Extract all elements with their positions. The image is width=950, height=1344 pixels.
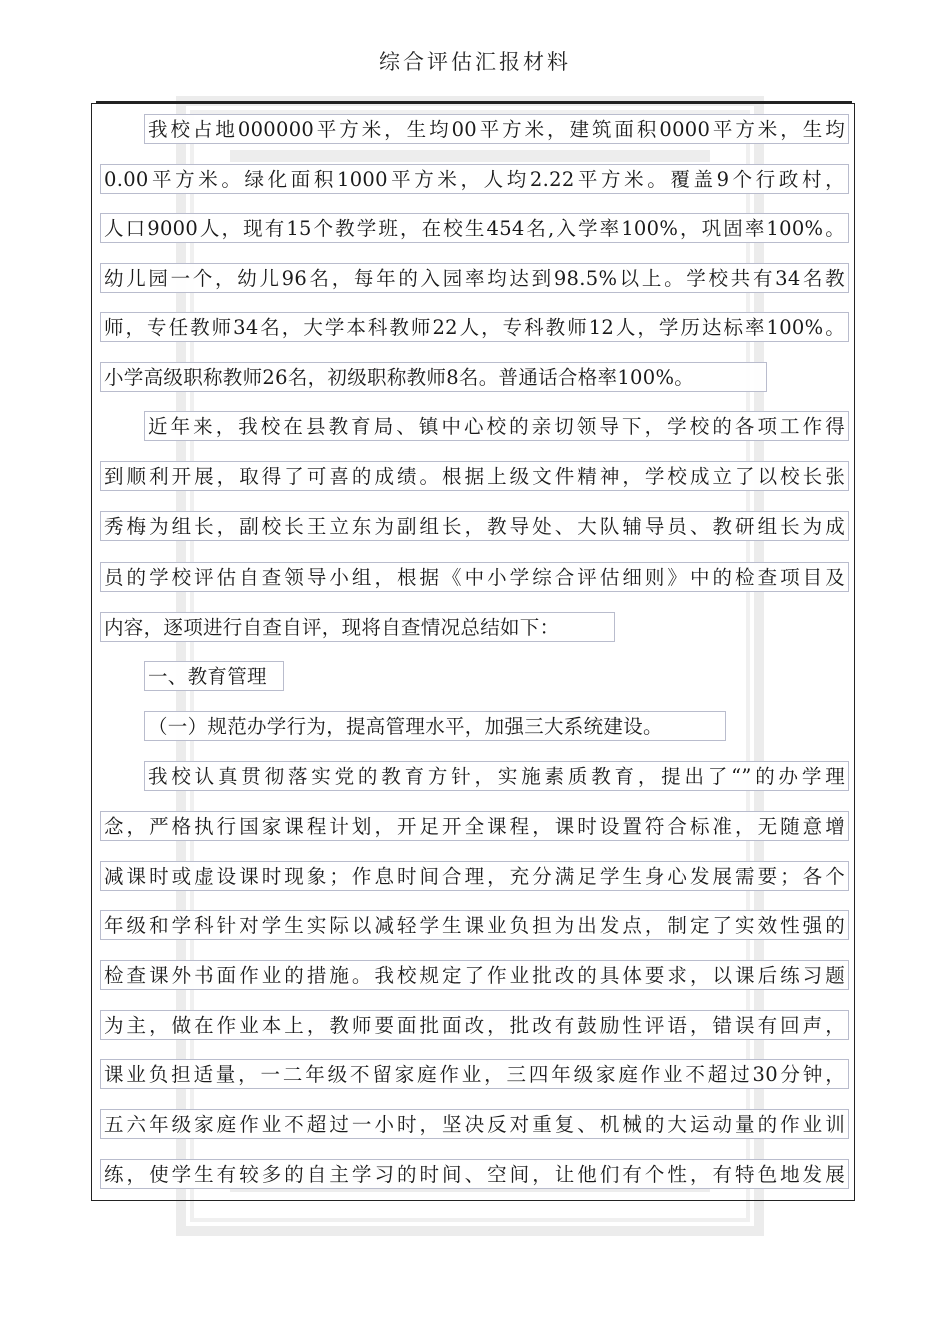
text-line: 师，专任教师34名，大学本科教师22人，专科教师12人，学历达标率100%。 [100,312,849,342]
frame-top-rule [96,101,852,103]
text-line: 员的学校评估自查领导小组，根据《中小学综合评估细则》中的检查项目及 [100,562,849,592]
text-line: 检查课外书面作业的措施。我校规定了作业批改的具体要求，以课后练习题 [100,960,849,990]
text-line: 五六年级家庭作业不超过一小时，坚决反对重复、机械的大运动量的作业训 [100,1109,849,1139]
text-line: 我校认真贯彻落实党的教育方针，实施素质教育，提出了“”的办学理 [144,761,849,791]
text-line: 到顺利开展，取得了可喜的成绩。根据上级文件精神，学校成立了以校长张 [100,461,849,491]
subsection-heading: （一）规范办学行为，提高管理水平，加强三大系统建设。 [144,711,726,741]
text-line: 近年来，我校在县教育局、镇中心校的亲切领导下，学校的各项工作得 [144,411,849,441]
header-title: 综合评估汇报材料 [379,50,571,74]
text-line: 练，使学生有较多的自主学习的时间、空间，让他们有个性，有特色地发展 [100,1159,849,1189]
text-line: 内容，逐项进行自查自评，现将自查情况总结如下： [100,612,615,642]
text-line: 小学高级职称教师26名，初级职称教师8名。普通话合格率100%。 [100,362,767,392]
text-line: 0.00平方米。绿化面积1000平方米，人均2.22平方米。覆盖9个行政村， [100,164,849,194]
text-line: 年级和学科针对学生实际以减轻学生课业负担为出发点，制定了实效性强的 [100,910,849,940]
text-line: 念，严格执行国家课程计划，开足开全课程，课时设置符合标准，无随意增 [100,811,849,841]
text-line: 课业负担适量，一二年级不留家庭作业，三四年级家庭作业不超过30分钟， [100,1059,849,1089]
text-line: 人口9000人，现有15个教学班，在校生454名,入学率100%，巩固率100%。 [100,213,849,243]
text-line: 为主，做在作业本上，教师要面批面改，批改有鼓励性评语，错误有回声， [100,1010,849,1040]
text-line: 我校占地000000平方米，生均00平方米，建筑面积0000平方米，生均 [144,114,849,144]
section-heading: 一、教育管理 [144,661,284,691]
text-line: 秀梅为组长，副校长王立东为副组长，教导处、大队辅导员、教研组长为成 [100,511,849,541]
text-line: 幼儿园一个，幼儿96名，每年的入园率均达到98.5%以上。学校共有34名教 [100,263,849,293]
text-line: 减课时或虚设课时现象；作息时间合理，充分满足学生身心发展需要；各个 [100,861,849,891]
